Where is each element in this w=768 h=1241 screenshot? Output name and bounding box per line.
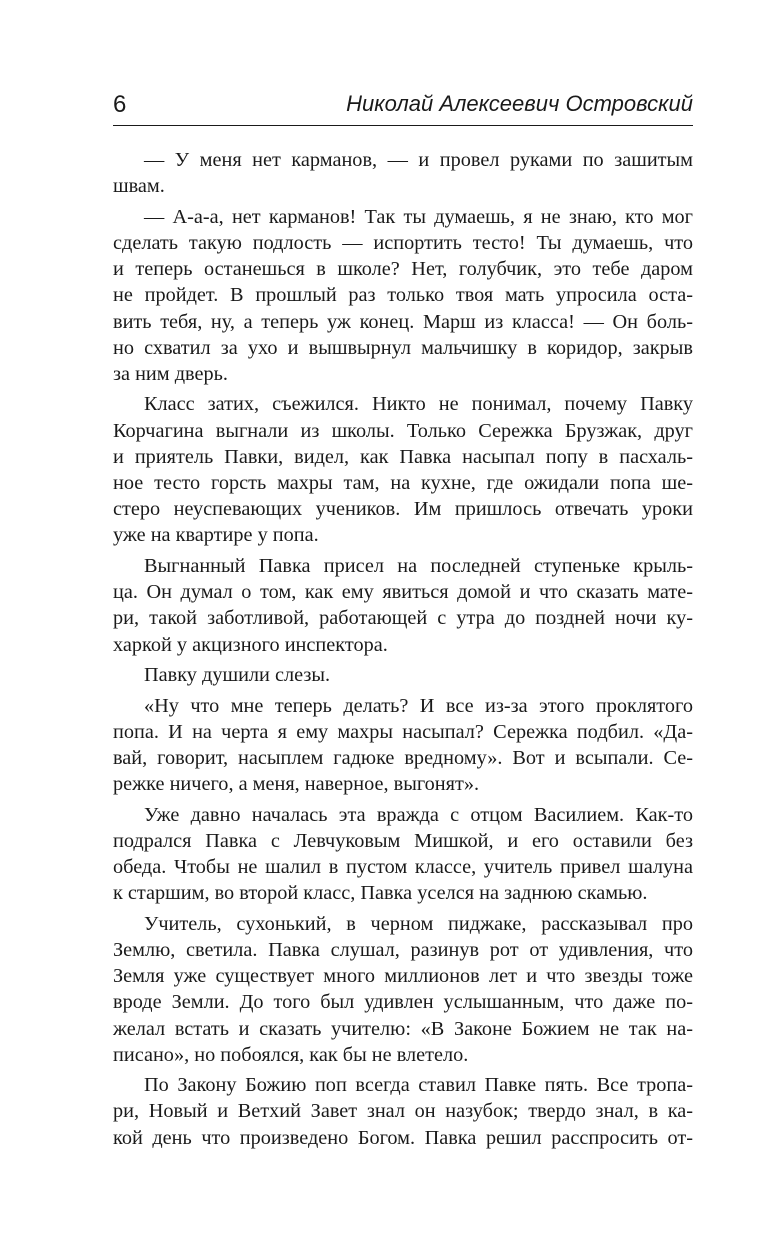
text-line: Павку душили слезы. — [144, 664, 331, 687]
text-line: ца. Он думал о том, как ему явиться домой и что сказать мате- — [113, 581, 693, 604]
header-rule — [113, 125, 693, 126]
text-line: — А-а-а, нет карманов! Так ты думаешь, я не знаю, кто мог — [144, 205, 693, 228]
paragraph — [113, 553, 693, 658]
running-title: Николай Алексеевич Островский — [346, 91, 693, 116]
text-line: Землю, светила. Павка слушал, разинув рот от удивления, что — [113, 938, 693, 961]
text-line: — У меня нет карманов, — и провел руками по зашитым — [144, 149, 693, 171]
text-line: не пройдет. В прошлый раз только твоя мать упросила оста- — [113, 284, 693, 307]
text-line: но схватил за ухо и вышвырнул мальчишку в коридор, закрыв — [113, 336, 693, 359]
page-header — [113, 88, 693, 122]
text-line: кой день что произведено Богом. Павка решил расспросить от- — [113, 1126, 693, 1149]
paragraph — [113, 693, 693, 798]
text-line: ри, такой заботливой, работающей с утра до поздней ночи ку- — [113, 607, 693, 630]
text-line: Учитель, сухонький, в черном пиджаке, рассказывал про — [144, 912, 693, 935]
text-line: писано», но побоялся, как бы не влетело. — [113, 1043, 469, 1066]
text-line: желал встать и сказать учителю: «В Законе Божием не так на- — [113, 1017, 693, 1040]
paragraph — [113, 911, 693, 1068]
paragraph — [113, 147, 693, 199]
text-line: обеда. Чтобы не шалил в пустом классе, учитель привел шалуна — [113, 856, 693, 879]
text-line: Уже давно началась эта вражда с отцом Василием. Как-то — [144, 803, 693, 826]
text-line: стеро неуспевающих учеников. Им пришлось отвечать уроки — [113, 498, 693, 521]
text-line: ри, Новый и Ветхий Завет знал он назубок; твердо знал, в ка- — [113, 1100, 693, 1123]
text-line: режке ничего, а меня, наверное, выгонят». — [113, 773, 480, 796]
text-line: сделать такую подлость — испортить тесто! Ты думаешь, что — [113, 231, 693, 254]
text-line: Класс затих, съежился. Никто не понимал, почему Павку — [144, 393, 693, 416]
text-line: попа. И на черта я ему махры насыпал? Сережка подбил. «Да- — [113, 720, 693, 743]
paragraph — [113, 802, 693, 907]
text-line: вить тебя, ну, а теперь уж конец. Марш из класса! — Он боль- — [113, 310, 693, 333]
text-line: Корчагина выгнали из школы. Только Сережка Брузжак, друг — [113, 419, 693, 442]
text-line: к старшим, во второй класс, Павка уселся на заднюю скамью. — [113, 882, 648, 905]
paragraph — [113, 391, 693, 548]
text-line: харкой у акцизного инспектора. — [113, 633, 388, 656]
text-line: уже на квартире у попа. — [113, 524, 319, 547]
paragraph — [113, 662, 693, 688]
page-number: 6 — [113, 91, 127, 118]
paragraph — [113, 1072, 693, 1151]
text-line: вроде Земли. До того был удивлен услышанным, что даже по- — [113, 991, 693, 1014]
text-line: и приятель Павки, видел, как Павка насыпал попу в пасхаль- — [113, 445, 693, 468]
text-line: подрался Павка с Левчуковым Мишкой, и его оставили без — [113, 829, 693, 852]
text-line: По Закону Божию поп всегда ставил Павке пять. Все тропа- — [144, 1074, 693, 1097]
text-line: за ним дверь. — [113, 362, 228, 385]
paragraph — [113, 204, 693, 387]
text-line: ное тесто горсть махры там, на кухне, где ожидали попа ше- — [113, 472, 693, 495]
text-line: Выгнанный Павка присел на последней ступеньке крыль- — [144, 554, 693, 577]
text-line: и теперь останешься в школе? Нет, голубчик, это тебе даром — [113, 258, 693, 281]
text-line: Земля уже существует много миллионов лет и что звезды тоже — [113, 965, 693, 988]
body-text — [113, 147, 693, 1151]
text-line: «Ну что мне теперь делать? И все из-за этого проклятого — [144, 694, 693, 717]
text-line: вай, говорит, насыплем гадюке вредному». Вот и всыпали. Се- — [113, 746, 693, 769]
text-line: швам. — [113, 175, 165, 198]
